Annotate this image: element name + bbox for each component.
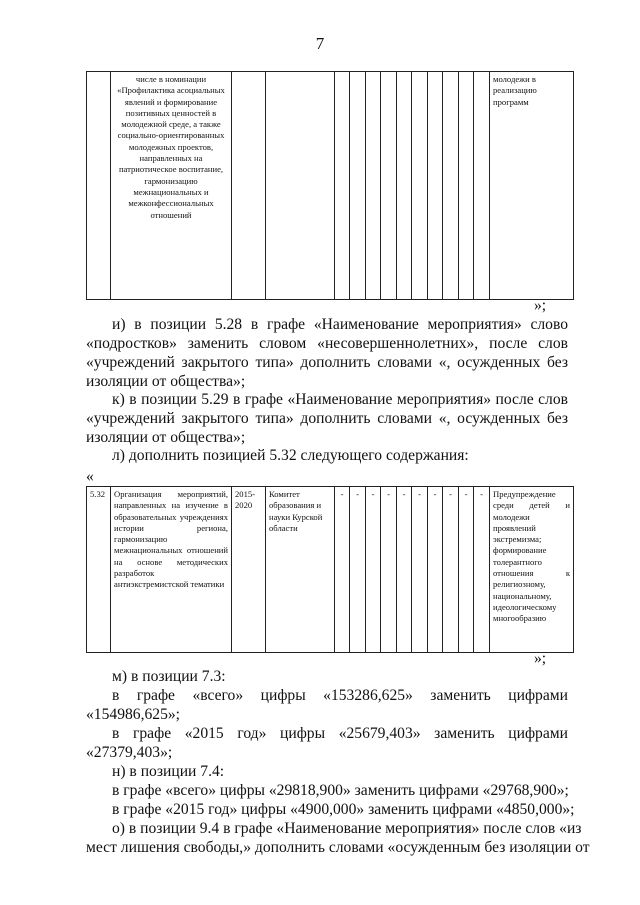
paragraph-line: о) в позиции 9.4 в графе «Наименование мероприятия» после слов «из	[112, 820, 582, 837]
paragraph-line: «подростков» заменить словом «несовершеннолетних», после слов	[86, 335, 568, 352]
table-row	[87, 72, 574, 300]
page-number: 7	[315, 34, 325, 53]
cell-number: 5.32	[87, 487, 111, 653]
cell-executor: Комитет образования и науки Курской области	[266, 487, 335, 653]
table-row	[87, 487, 574, 653]
cell-funding	[381, 72, 397, 300]
paragraph-line: в графе «2015 год» цифры «25679,403» заменить цифрами	[112, 725, 568, 742]
quote-close: »;	[534, 297, 547, 314]
paragraph-line: изоляции от общества»;	[86, 429, 246, 446]
cell-expected-result: Предупреждение среди детей и молодежи проявлений экстремизма; формирование толерантного отношения к религиозному, национальному, идеологическому многообразию	[490, 487, 574, 653]
cell-period	[232, 72, 266, 300]
paragraph-line: н) в позиции 7.4:	[112, 763, 225, 780]
paragraph-line: «учреждений закрытого типа» дополнить словами «, осужденных без	[86, 410, 568, 427]
paragraph-line: к) в позиции 5.29 в графе «Наименование мероприятия» после слов	[112, 391, 568, 408]
cell-funding: -	[381, 487, 397, 653]
cell-funding: -	[397, 487, 412, 653]
quote-open: «	[86, 468, 94, 485]
cell-funding	[335, 72, 350, 300]
paragraph-line: л) дополнить позицией 5.32 следующего содержания:	[112, 447, 469, 464]
cell-funding: -	[474, 487, 490, 653]
paragraph-line: м) в позиции 7.3:	[112, 668, 226, 685]
cell-funding: -	[412, 487, 428, 653]
cell-funding: -	[335, 487, 350, 653]
cell-funding: -	[428, 487, 443, 653]
cell-event-name: числе в номинации «Профилактика асоциальных явлений и формирование позитивных ценностей в молодежной среде, а также социально-ориентированных молодежных проектов, направленных на патриотическое воспитание, гармонизацию межнациональных и межконфессиональных отношений	[111, 72, 232, 300]
cell-funding	[443, 72, 459, 300]
cell-expected-result: молодежи в реализацию программ	[490, 72, 574, 300]
cell-funding	[412, 72, 428, 300]
cell-funding: -	[350, 487, 366, 653]
cell-funding	[366, 72, 381, 300]
paragraph-line: мест лишения свободы,» дополнить словами «осужденным без изоляции от	[86, 839, 590, 856]
paragraph-line: изоляции от общества»;	[86, 373, 246, 390]
paragraph-line: «учреждений закрытого типа» дополнить словами «, осужденных без	[86, 354, 568, 371]
cell-funding	[397, 72, 412, 300]
program-table-continuation	[86, 71, 574, 300]
paragraph-line: «154986,625»;	[86, 706, 180, 723]
cell-funding	[428, 72, 443, 300]
paragraph-line: в графе «всего» цифры «29818,900» заменить цифрами «29768,900»;	[112, 782, 569, 799]
paragraph-line: «27379,403»;	[86, 744, 173, 761]
paragraph-line: и) в позиции 5.28 в графе «Наименование мероприятия» слово	[112, 316, 568, 333]
quote-close: »;	[534, 650, 547, 667]
paragraph-line: в графе «2015 год» цифры «4900,000» заменить цифрами «4850,000»;	[112, 801, 575, 818]
paragraph-line: в графе «всего» цифры «153286,625» заменить цифрами	[112, 687, 568, 704]
cell-funding	[459, 72, 474, 300]
cell-funding	[350, 72, 366, 300]
cell-funding	[474, 72, 490, 300]
cell-period: 2015-2020	[232, 487, 266, 653]
cell-event-name: Организация мероприятий, направленных на изучение в образовательных учреждениях истории региона, гармонизацию межнациональных отношений на основе методических разработок антиэкстремистской тематики	[111, 487, 232, 653]
cell-funding: -	[366, 487, 381, 653]
cell-executor	[266, 72, 335, 300]
program-table-position-5-32	[86, 486, 574, 653]
cell-number	[87, 72, 111, 300]
cell-funding: -	[459, 487, 474, 653]
cell-funding: -	[443, 487, 459, 653]
